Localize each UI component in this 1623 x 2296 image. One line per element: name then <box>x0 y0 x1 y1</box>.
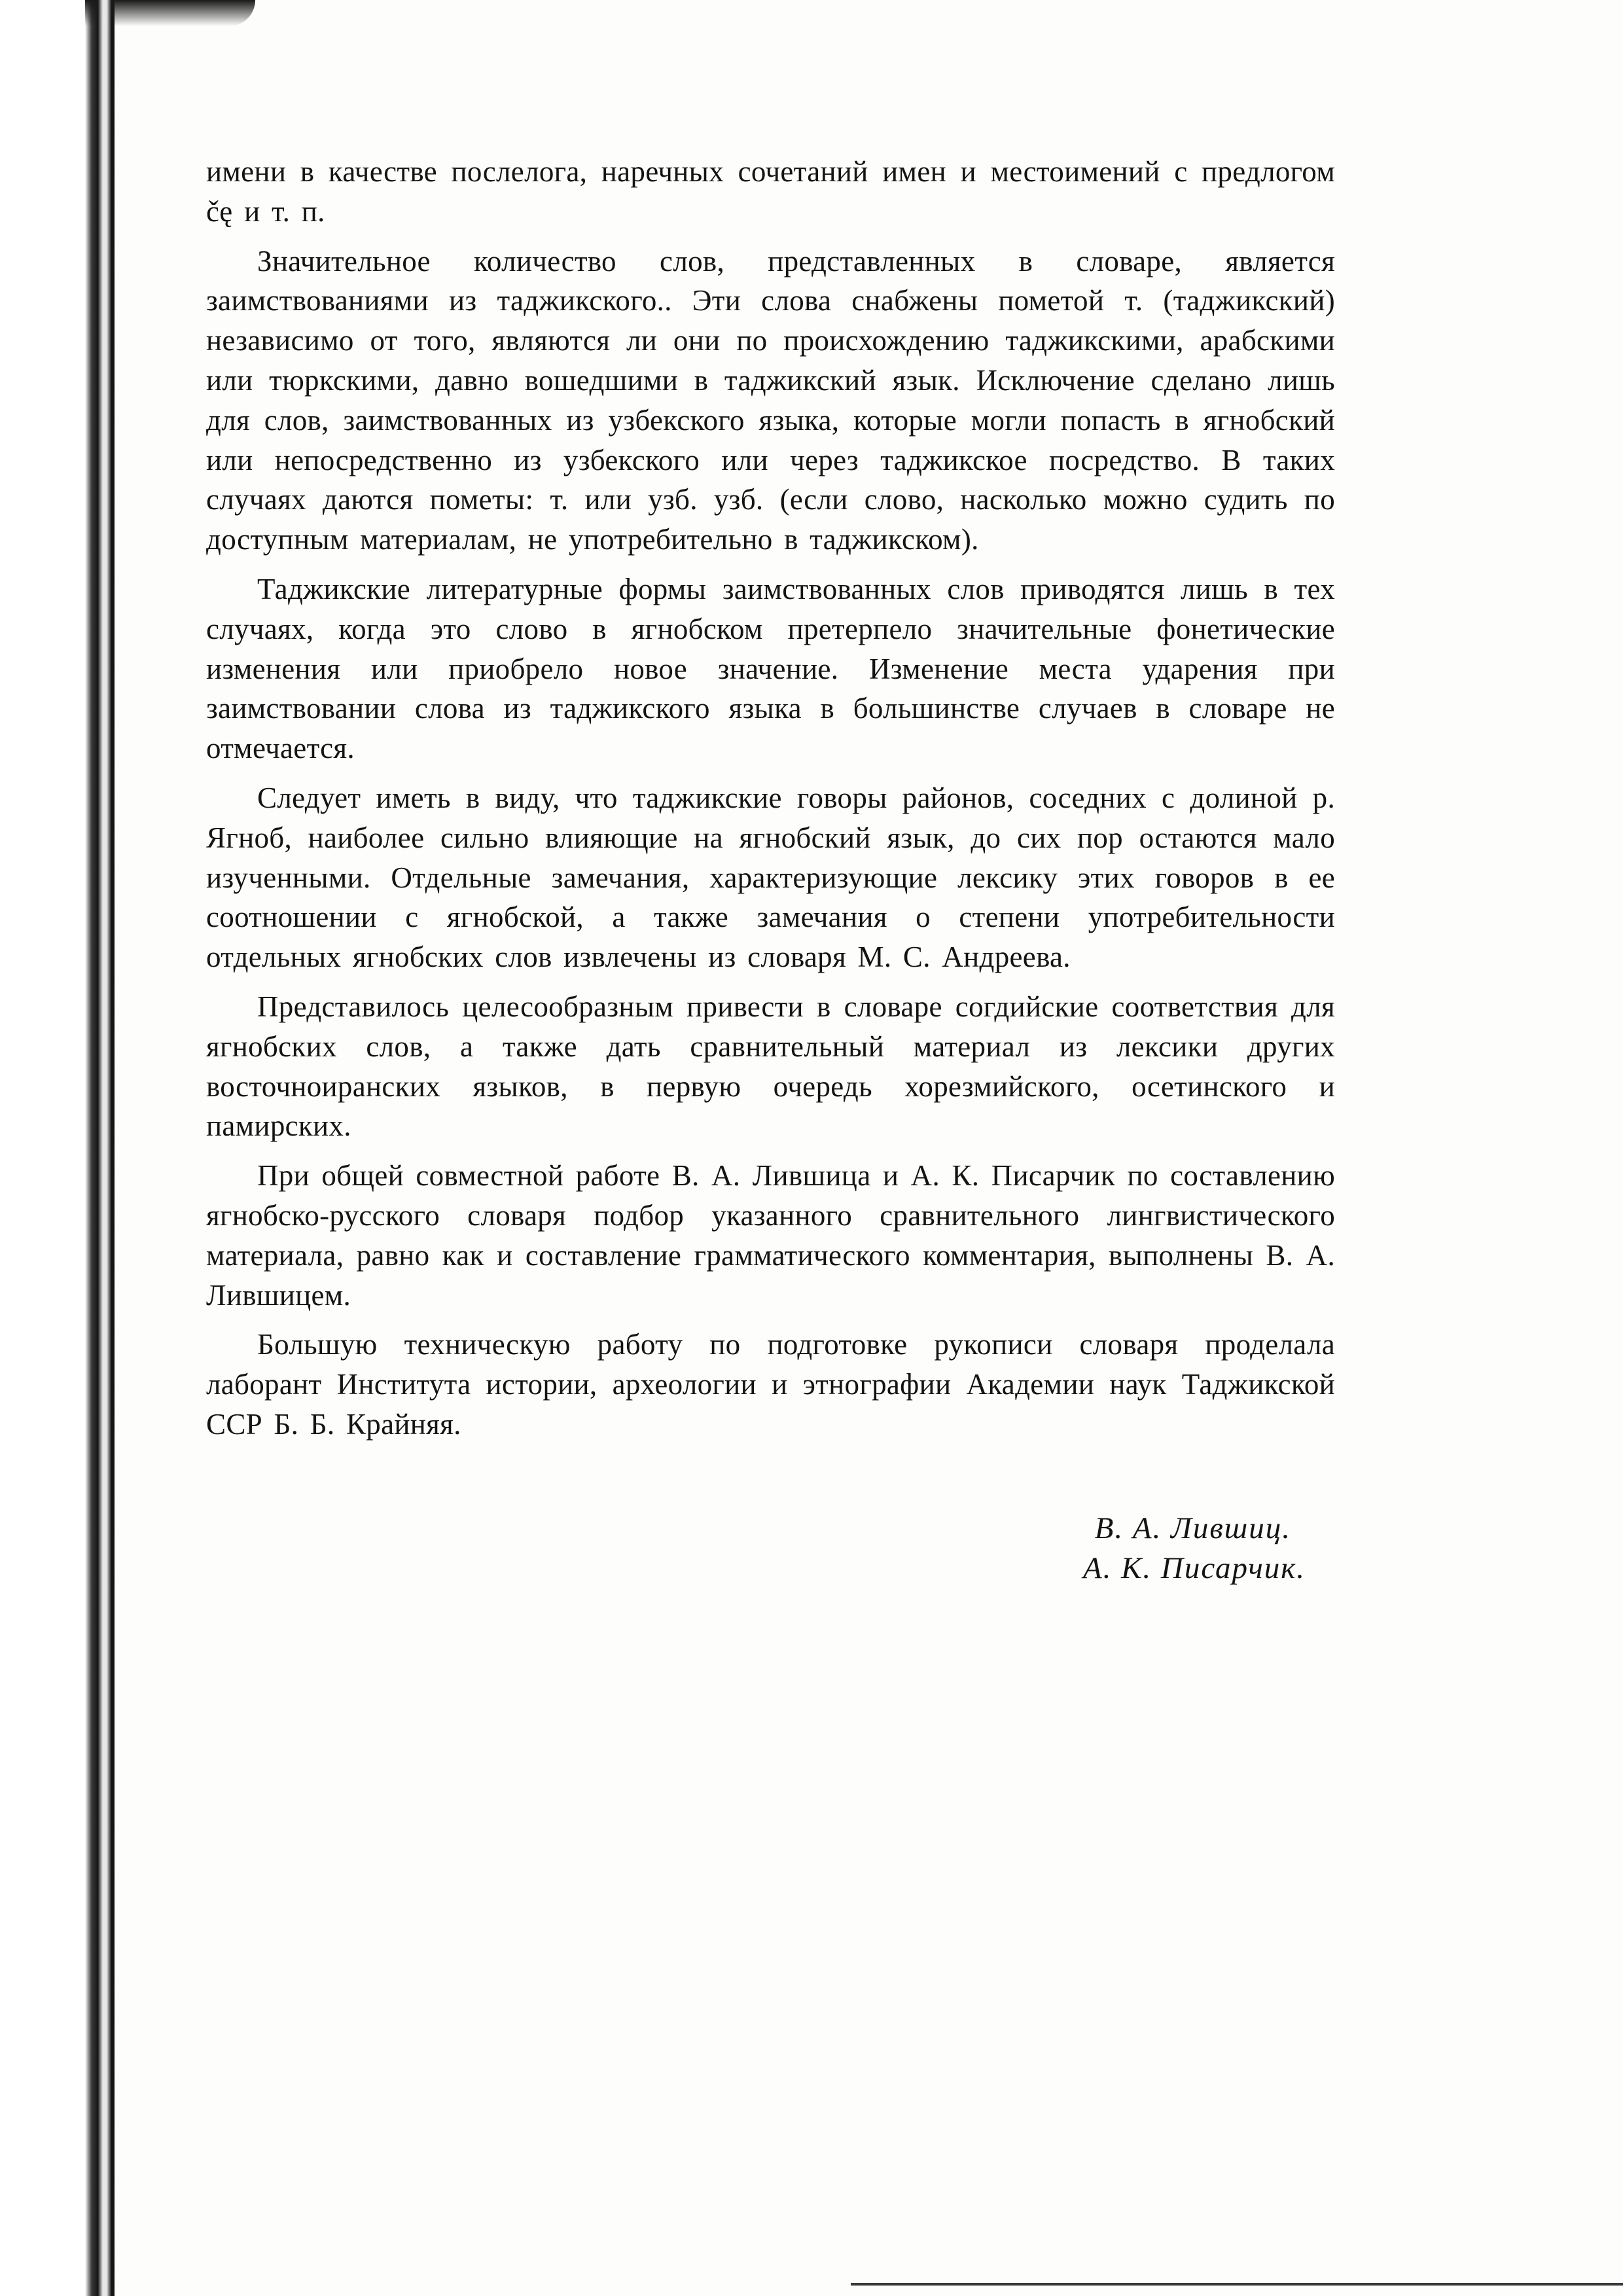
paragraph-dialects: Следует иметь в виду, что таджикские говоры районов, соседних с долиной р. Ягноб, наиболее сильно влияющие на ягнобский язык, до сих пор остаются мало изученными. Отдельные замечания, характеризующие лексику этих говоров в ее соотношении с ягнобской, а также замечания о степени употребительности отдельных ягнобских слов извлечены из словаря М. С. Андреева. <box>206 781 1335 974</box>
signatures <box>1083 1509 1306 1588</box>
signature-pisarchik: А. К. Писарчик. <box>1082 1551 1306 1585</box>
paragraph-borrowings: Значительное количество слов, представленных в словаре, является заимствованиями из таджикского.. Эти слова снабжены пометой т. (таджикский) независимо от того, являются ли они по происхождению таджикскими, арабскими или тюркскими, давно вошедшими в таджикский язык. Исключение сделано лишь для слов, заимствованных из узбекского языка, которые могли попасть в ягнобский или непосредственно из узбекского или через таджикское посредство. В таких случаях даются пометы: т. или узб. узб. (если слово, насколько можно судить по доступным материалам, не употребительно в таджикском). <box>206 244 1335 556</box>
paragraph-sogdian: Представилось целесообразным привести в словаре согдийские соответствия для ягнобских слов, а также дать сравнительный материал из лексики других восточноиранских языков, в первую очередь хорезмийского, осетинского и памирских. <box>206 990 1335 1143</box>
paragraph-literary-forms: Таджикские литературные формы заимствованных слов приводятся лишь в тех случаях, когда это слово в ягнобском претерпело значительные фонетические изменения или приобрело новое значение. Изменение места ударения при заимствовании слова из таджикского языка в большинстве случаев в словаре не отмечается. <box>206 572 1335 765</box>
signature-livshits: В. А. Лившиц. <box>1094 1511 1291 1545</box>
paragraph-acknowledgement: Большую техническую работу по подготовке рукописи словаря проделала лаборант Института истории, археологии и этнографии Академии наук Таджикской ССР Б. Б. Крайняя. <box>206 1328 1335 1441</box>
binding-gap <box>98 0 111 2296</box>
paragraph-continuation: имени в качестве послелога, наречных сочетаний имен и местоимений с предлогом čę и т. п. <box>206 155 1335 228</box>
binding-edge <box>0 0 115 2296</box>
page-bottom-rule <box>851 2283 1623 2286</box>
body-text <box>206 152 1335 1454</box>
paragraph-joint-work: При общей совместной работе В. А. Лившица и А. К. Писарчик по составлению ягнобско-русского словаря подбор указанного сравнительного лингвистического материала, равно как и составление грамматического комментария, выполнены В. А. Лившицем. <box>206 1159 1335 1312</box>
